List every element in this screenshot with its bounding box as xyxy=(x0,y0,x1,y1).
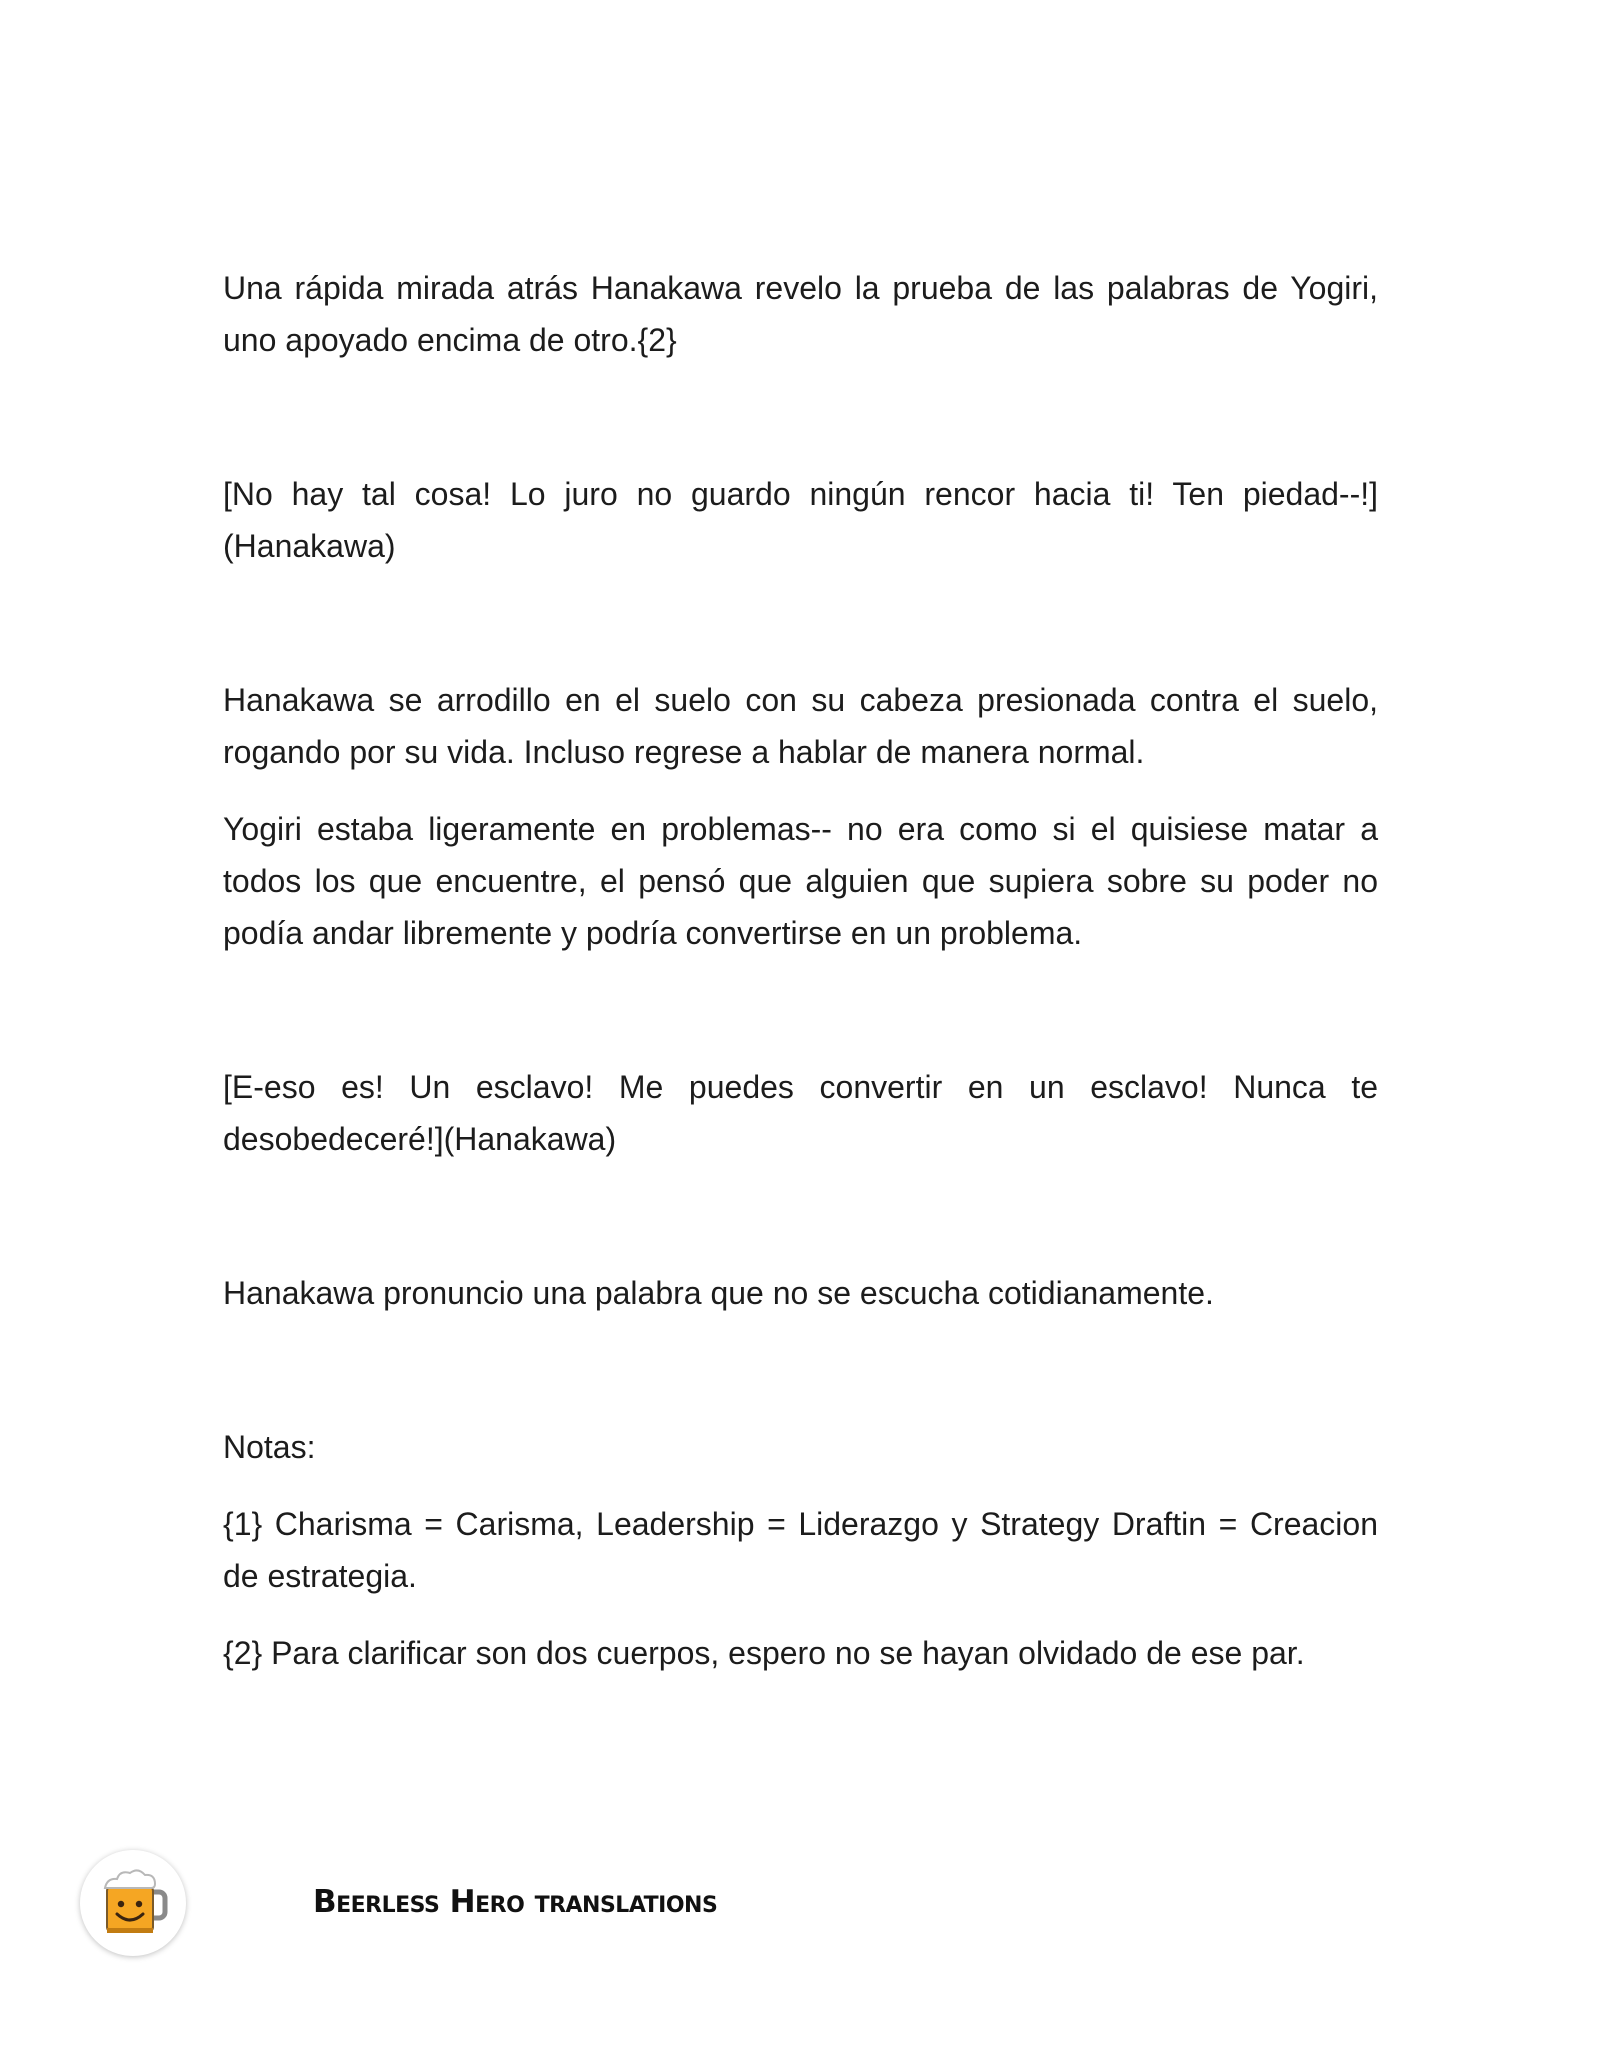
page-footer xyxy=(80,1850,880,1960)
paragraph: Hanakawa pronuncio una palabra que no se escucha cotidianamente. xyxy=(223,1275,1214,1311)
paragraph: Yogiri estaba ligeramente en problemas-- no era como si el quisiese matar a todos los que encuentre, el pensó que alguien que supiera sobre su poder no podía andar libremente y podría convertirse en un problema. xyxy=(223,811,1378,951)
brand-text: Beerless Hero translations xyxy=(313,1884,718,1920)
note-item: {1} Charisma = Carisma, Leadership = Liderazgo y Strategy Draftin = Creacion de estrategia. xyxy=(223,1506,1378,1594)
note-item: {2} Para clarificar son dos cuerpos, espero no se hayan olvidado de ese par. xyxy=(223,1635,1305,1671)
notes-heading: Notas: xyxy=(223,1429,316,1465)
dialogue-paragraph: [No hay tal cosa! Lo juro no guardo ningún rencor hacia ti! Ten piedad--!](Hanakawa) xyxy=(223,476,1378,564)
paragraph: Hanakawa se arrodillo en el suelo con su cabeza presionada contra el suelo, rogando por su vida. Incluso regrese a hablar de manera normal. xyxy=(223,682,1378,770)
notes-section xyxy=(223,1421,1378,1679)
dialogue-paragraph: [E-eso es! Un esclavo! Me puedes convertir en un esclavo! Nunca te desobedeceré!](Hanakawa) xyxy=(223,1069,1378,1157)
beer-mug-smiley-icon xyxy=(80,1850,186,1956)
document-body xyxy=(223,262,1378,1679)
paragraph: Una rápida mirada atrás Hanakawa revelo la prueba de las palabras de Yogiri, uno apoyado encima de otro.{2} xyxy=(223,270,1378,358)
